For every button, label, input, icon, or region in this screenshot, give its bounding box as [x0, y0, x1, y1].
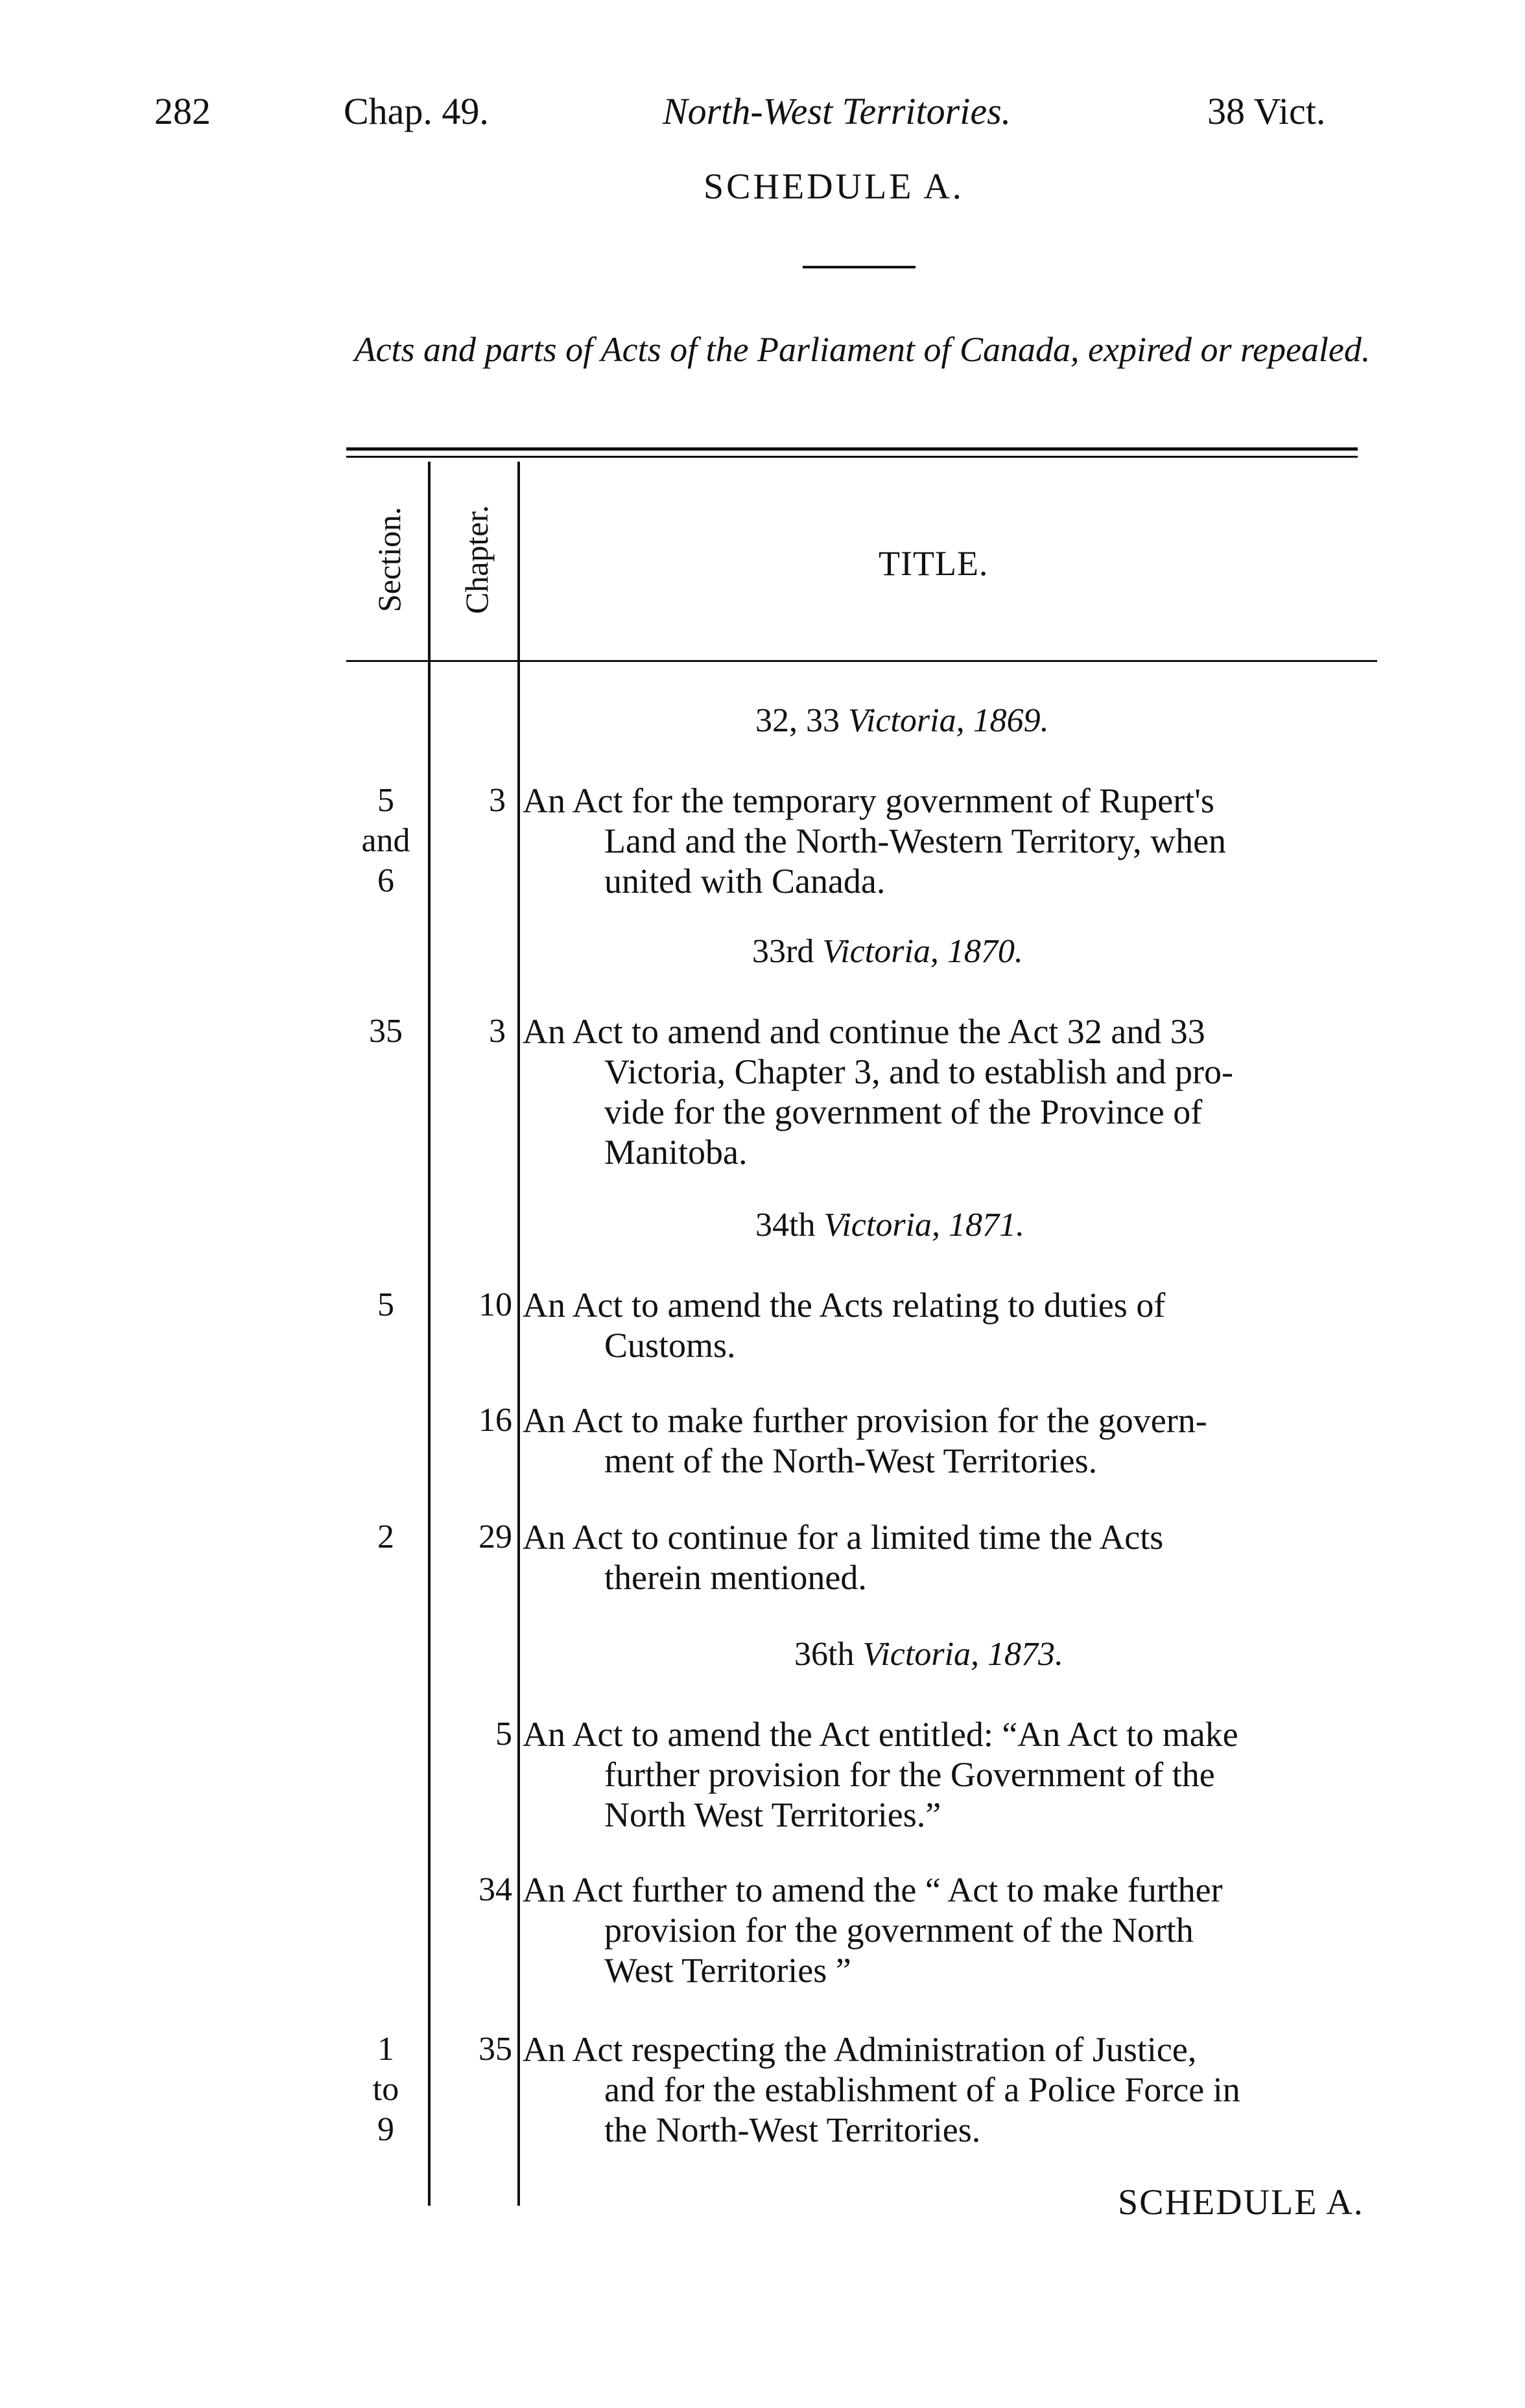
act-title — [523, 1011, 1385, 1172]
chapter-cell: 16 — [479, 1402, 512, 1439]
page-number: 282 — [154, 90, 211, 132]
act-title-line: An Act to amend and continue the Act 32 and 33 — [523, 1012, 1205, 1051]
chapter-cell: 3 — [489, 1013, 506, 1050]
column-header-chapter: Chapter. — [458, 504, 495, 615]
act-title-line: An Act further to amend the “ Act to make further — [523, 1871, 1223, 1909]
chapter-cell: 34 — [479, 1871, 512, 1908]
act-title-line: Victoria, Chapter 3, and to establish and pro- — [604, 1052, 1233, 1091]
act-title-line: and for the establishment of a Police Force in — [604, 2070, 1240, 2109]
year-heading-rest: Victoria, 1871. — [823, 1207, 1025, 1244]
section-cell — [347, 2029, 425, 2150]
section-line: 6 — [377, 862, 394, 899]
year-heading-number: 34th — [755, 1207, 816, 1244]
section-line: and — [361, 822, 410, 859]
running-title: North-West Territories. — [663, 90, 1011, 132]
chapter-cell: 5 — [495, 1716, 512, 1753]
year-heading-number: 36th — [794, 1636, 855, 1673]
section-line: 5 — [377, 1286, 394, 1323]
column-divider-chapter — [517, 462, 520, 2206]
year-heading — [752, 932, 1023, 971]
act-title — [523, 1400, 1385, 1481]
act-title-line: An Act respecting the Administration of Justice, — [523, 2030, 1197, 2069]
chapter-cell: 29 — [479, 1518, 512, 1555]
column-header-title: TITLE. — [879, 544, 989, 583]
act-title — [523, 1714, 1385, 1835]
year-heading — [755, 1206, 1024, 1244]
act-title-line: An Act to amend the Acts relating to duties of — [523, 1286, 1166, 1325]
table-top-rule-thin — [346, 456, 1358, 458]
section-cell — [347, 781, 425, 901]
section-line: 5 — [377, 782, 394, 819]
table-top-rule — [346, 447, 1358, 451]
section-line: to — [372, 2071, 399, 2108]
chapter-cell: 10 — [479, 1286, 512, 1323]
act-title-line: An Act to continue for a limited time the Acts — [523, 1518, 1164, 1557]
act-title-line: ment of the North-West Territories. — [604, 1441, 1098, 1480]
year-heading-number: 33rd — [752, 933, 814, 970]
catchword-next-page: SCHEDULE A. — [1118, 2182, 1364, 2223]
year-heading-rest: Victoria, 1869. — [848, 702, 1049, 739]
act-title — [523, 1285, 1385, 1365]
act-title-line: further provision for the Government of the — [604, 1755, 1215, 1794]
column-header-section: Section. — [371, 506, 407, 613]
table-header-rule — [346, 660, 1377, 662]
act-title-line: An Act to make further provision for the govern- — [523, 1401, 1207, 1440]
act-title-line: the North-West Territories. — [604, 2110, 981, 2149]
year-heading — [794, 1635, 1063, 1673]
year-heading — [755, 702, 1049, 740]
act-title-line: Customs. — [604, 1326, 736, 1365]
section-cell — [347, 1011, 425, 1052]
act-title — [523, 1517, 1385, 1598]
act-title-line: Manitoba. — [604, 1133, 748, 1172]
section-cell — [347, 1285, 425, 1325]
regnal-year: 38 Vict. — [1207, 90, 1326, 132]
year-heading-rest: Victoria, 1873. — [862, 1636, 1064, 1673]
act-title-line: North West Territories.” — [604, 1795, 941, 1834]
act-title-line: Land and the North-Western Territory, when — [604, 821, 1227, 860]
act-title-line: provision for the government of the North — [604, 1911, 1194, 1950]
schedule-subtitle: Acts and parts of Acts of the Parliament of Canada, expired or repealed. — [354, 330, 1371, 369]
section-line: 2 — [377, 1518, 394, 1555]
chapter-reference: Chap. 49. — [344, 90, 489, 132]
act-title — [523, 1870, 1385, 1990]
title-rule — [803, 266, 916, 268]
chapter-cell: 35 — [479, 2031, 512, 2068]
act-title-line: therein mentioned. — [604, 1558, 867, 1597]
section-line: 35 — [369, 1013, 403, 1050]
act-title — [523, 781, 1385, 901]
section-cell — [347, 1517, 425, 1557]
act-title-line: An Act for the temporary government of Rupert's — [523, 781, 1214, 820]
column-divider-section — [428, 462, 431, 2206]
act-title-line: West Territories ” — [604, 1951, 851, 1990]
act-title-line: vide for the government of the Province of — [604, 1092, 1203, 1131]
year-heading-rest: Victoria, 1870. — [822, 933, 1023, 970]
schedule-title: SCHEDULE A. — [703, 167, 964, 207]
section-line: 1 — [377, 2031, 394, 2068]
chapter-cell: 3 — [489, 782, 506, 819]
act-title-line: united with Canada. — [604, 862, 886, 901]
act-title-line: An Act to amend the Act entitled: “An Act to make — [523, 1715, 1238, 1754]
year-heading-number: 32, 33 — [755, 702, 840, 739]
section-line: 9 — [377, 2111, 394, 2148]
act-title — [523, 2029, 1385, 2150]
